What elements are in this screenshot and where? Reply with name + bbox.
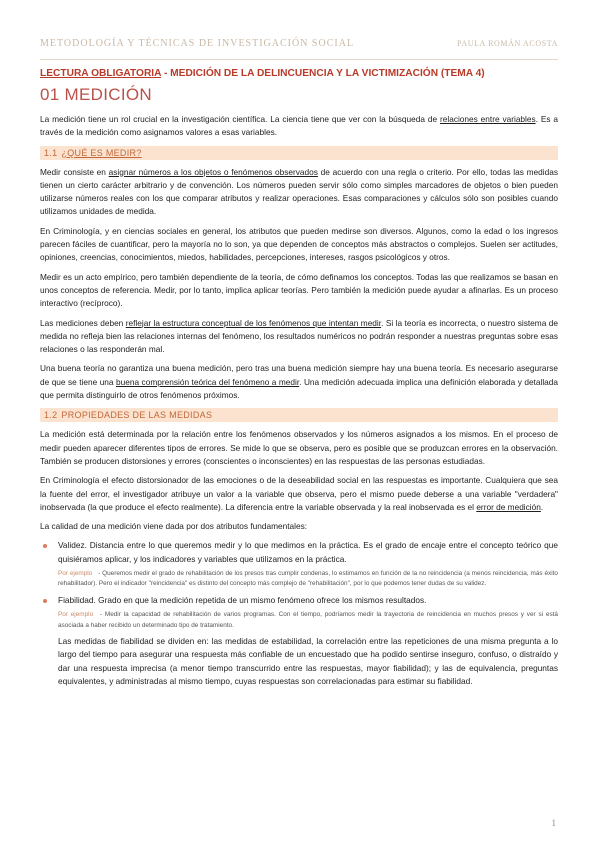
intro-text-underlined: relaciones entre variables <box>439 114 536 124</box>
p5-text-underlined: buena comprensión teórica del fenómeno a medir <box>116 376 300 387</box>
paragraph-criminologia: En Criminología, y en ciencias sociales en general, los atributos que pueden medirse son diversos. Algunos, como la edad o los ingresos parecen fáciles de cuantificar, pero la mayoría no lo son, ya que dependen de conceptos más abstractos o complejos. Suelen ser actitudes, opiniones, creencias, conocimientos, miedos, habilidades, percepciones, intereses, rasgos psicológicos y otros. <box>40 225 558 263</box>
section-number: 01 <box>40 85 60 104</box>
p7-text-c: . <box>540 501 544 512</box>
example-label: Por ejemplo <box>58 570 93 578</box>
section-title <box>40 85 558 105</box>
page-number: 1 <box>551 818 556 828</box>
reading-title <box>40 68 558 79</box>
p5-text-c: . Una medición adecuada implica una definición elaborada y detallada que permita distinguirlo de otros fenómenos próximos. <box>40 376 559 401</box>
page-header <box>40 38 558 52</box>
paragraph-medir <box>40 166 558 219</box>
fiabilidad-detail: Las medidas de fiabilidad se dividen en: las medidas de estabilidad, la correlación entre las repeticiones de una misma pregunta a lo largo del tiempo para asegurar una respuesta más confiable de un encuestado que ha podido sentirse inseguro, confuso, o distraído y dar una respuesta imprecisa (a menor tiempo transcurrido entre las respuestas, mayor fiabilidad); y las de equivalencia, preguntas equivalentes, y administradas al mismo tiempo, cuyas respuestas son correlacionadas para estimar su fiabilidad. <box>58 635 558 686</box>
intro-text-a: La medición tiene un rol crucial en la investigación científica. La ciencia tiene que ver con la búsqueda de <box>40 114 440 124</box>
subsection-heading-1-1 <box>40 146 558 160</box>
header-author: PAULA ROMÁN ACOSTA <box>457 39 558 48</box>
reading-subject: - MEDICIÓN DE LA DELINCUENCIA Y LA VICTIMIZACIÓN (TEMA 4) <box>161 68 485 79</box>
example-text: - Queremos medir el grado de rehabilitación de los presos tras cumplir condenas, lo estimamos en función de la no reincidencia (a menos reincidencia, más éxito rehabilitador). Pero el indicador "reincidencia" es distinto del concepto más complejo de "rehabilitación", por lo que podemos tener dudas de su validez. <box>58 570 558 588</box>
list-item-fiabilidad <box>40 594 558 688</box>
subsection-number: 1.1 <box>44 147 58 158</box>
subsection-title: PROPIEDADES DE LAS MEDIDAS <box>61 410 213 421</box>
header-divider <box>40 59 558 60</box>
example-validez <box>58 569 558 590</box>
p4-text-underlined: reflejar la estructura conceptual de los fenómenos que intentan medir <box>125 317 382 328</box>
paragraph-mediciones <box>40 317 558 357</box>
intro-text-c: . Es a través de la medición como asignamos valores a esas variables. <box>40 114 558 138</box>
intro-paragraph <box>40 113 558 140</box>
paragraph-medicion-determinada: La medición está determinada por la relación entre los fenómenos observados y los números asignados a los mismos. En el proceso de medir pueden aparecer diferentes tipos de errores. Se mide lo que se observa, pero es posible que se produzcan errores en la observación. También se producen distorsiones y errores (conscientes o inconscientes) en las respuestas de las personas estudiadas. <box>40 429 558 466</box>
p7-text-underlined: error de medición <box>476 501 541 512</box>
attributes-list <box>40 539 558 688</box>
example-fiabilidad <box>58 610 558 631</box>
header-course-title: METODOLOGÍA Y TÉCNICAS DE INVESTIGACIÓN SOCIAL <box>40 38 355 49</box>
validez-text: Validez. Distancia entre lo que queremos medir y lo que medimos en la práctica. Es el grado de encaje entre el concepto teórico que quisiéramos aplicar, y los indicadores y variables que utilizamos en la práctica. <box>58 540 558 564</box>
subsection-title: ¿QUÉ ES MEDIR? <box>61 147 142 158</box>
bullet-icon <box>43 599 47 603</box>
fiabilidad-text: Fiabilidad. Grado en que la medición repetida de un mismo fenómeno ofrece los mismos resultados. <box>58 594 427 605</box>
paragraph-efecto-distorsionador <box>40 474 558 514</box>
subsection-heading-1-2 <box>40 408 558 422</box>
p4-text-a: Las mediciones deben <box>40 317 126 328</box>
p1-text-a: Medir consiste en <box>40 166 109 177</box>
p7-text-a: En Criminología el efecto distorsionador de las emociones o de la deseabilidad social en las respuestas es importante. Cualquiera que sea la fuente del error, el investigador atribuye un valor a la variable que observa, pero el mismo puede deberse a una variable "verdadera" inobservada (la que produce el efecto realmente). La diferencia entre la variable observada y la real inobservada es el <box>40 475 558 512</box>
example-label: Por ejemplo <box>58 611 94 619</box>
p1-text-c: de acuerdo con una regla o criterio. Por ello, todas las medidas tienen un cierto carácter arbitrario y de convención. Los números pueden servir sólo como simples marcadores de objetos o bien pueden utilizarse números reales con los que comparar atributos y realizar operaciones. Esas comparaciones y cálculos sólo son posibles cuando utilizamos unidades de medida. <box>40 166 558 217</box>
paragraph-calidad: La calidad de una medición viene dada por dos atributos fundamentales: <box>40 521 308 532</box>
example-text: - Medir la capacidad de rehabilitación de varios programas. Con el tiempo, podríamos medir la trayectoria de reincidencia en muchos presos y ver si está asociada a haber recibido un determinado tipo de tratamiento. <box>58 611 558 629</box>
p5-text-a: Una buena teoría no garantiza una buena medición, pero tras una buena medición siempre hay una buena teoría. Es necesario asegurarse de que se tiene una <box>40 363 558 387</box>
bullet-icon <box>43 544 47 548</box>
document-body <box>40 68 558 692</box>
list-item-validez <box>40 539 558 589</box>
p1-text-underlined: asignar números a los objetos o fenómenos observados <box>108 166 318 177</box>
reading-label: LECTURA OBLIGATORIA <box>40 68 162 79</box>
p4-text-c: . Si la teoría es incorrecta, o nuestro sistema de medida no refleja bien las relaciones internas del fenómeno, los resultados numéricos no podrán responder a nuestras preguntas sobre esas relaciones o las responderán mal. <box>40 317 558 355</box>
paragraph-buena-teoria <box>40 362 558 402</box>
paragraph-acto-empirico: Medir es un acto empírico, pero también dependiente de la teoría, de cómo definamos los conceptos. Todas las que realizamos se basan en unos conceptos de referencia. Medir, por lo tanto, implica aplicar teorías. Pero también la medición puede ayudar a afinarlas. Es un proceso interactivo (recíproco). <box>40 271 558 309</box>
subsection-number: 1.2 <box>44 410 58 421</box>
section-name: MEDICIÓN <box>59 85 152 104</box>
